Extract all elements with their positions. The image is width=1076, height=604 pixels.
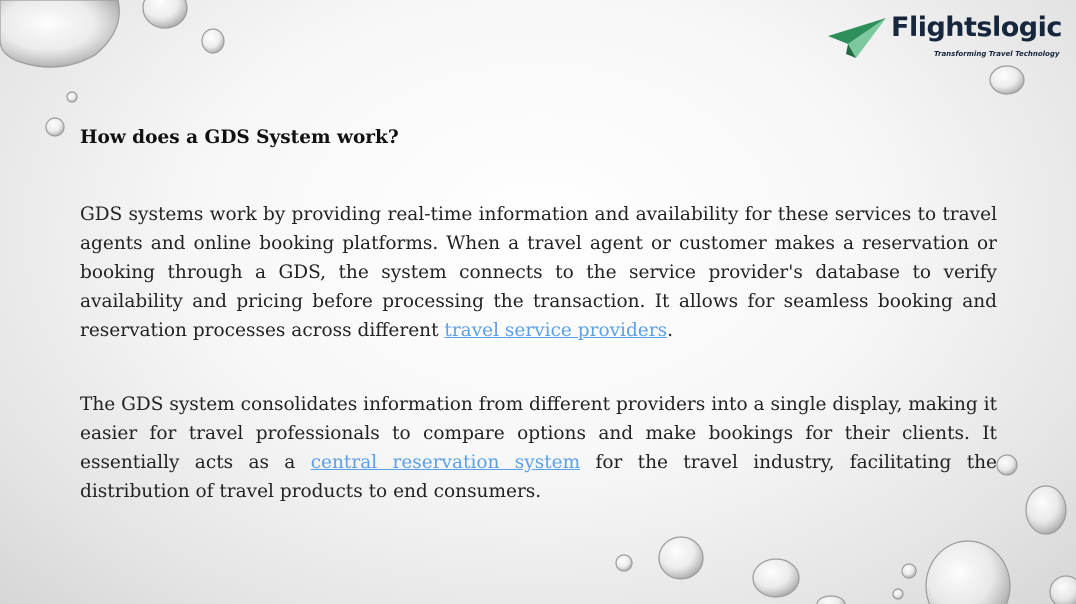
- drop-bottom-edge2: [817, 596, 845, 604]
- drop-bottom-mid: [753, 559, 799, 597]
- drop-right-text: [997, 455, 1017, 475]
- central-reservation-system-link[interactable]: central reservation system: [310, 452, 581, 473]
- paragraph-gds-consolidation: [80, 390, 997, 506]
- drop-bottom-right-large: [926, 541, 1010, 604]
- paper-plane-icon: [826, 14, 890, 60]
- drop-top-left-small: [202, 29, 224, 53]
- flightslogic-logo[interactable]: [826, 12, 1066, 62]
- logo-tagline: Transforming Travel Technology: [934, 50, 1060, 58]
- drop-top-left-large: [0, 0, 119, 67]
- drop-top-left-medium: [143, 0, 187, 28]
- drop-top-right: [990, 66, 1024, 94]
- paragraph1-text: GDS systems work by providing real-time information and availability for these services to travel agents and online booking platforms. When a travel agent or customer makes a reservation or booking through a GDS, the system connects to the service provider's database to verify availability and pricing before processing the transaction. It allows for seamless booking and reservation processes across different: [80, 204, 997, 341]
- paragraph2-text: The GDS system consolidates information from different providers into a single display, making it easier for travel professionals to compare options and make bookings for their clients. It essentially acts as a: [80, 394, 997, 473]
- drop-bottom-edge: [1050, 576, 1076, 604]
- logo-wordmark: Flightslogic: [891, 12, 1062, 43]
- slide-content: [80, 124, 997, 502]
- page-title: How does a GDS System work?: [80, 127, 399, 148]
- paragraph-gds-work: [80, 200, 997, 345]
- drop-top-left-tiny: [67, 92, 77, 102]
- drop-bottom-center: [659, 537, 703, 579]
- drop-left-edge: [46, 118, 64, 136]
- paragraph2-end: for the travel industry, facilitating the distribution of travel products to end consumers.: [80, 452, 997, 502]
- travel-service-providers-link[interactable]: travel service providers: [444, 320, 668, 341]
- drop-bottom-tiny: [902, 564, 916, 578]
- drop-bottom-small: [616, 555, 632, 571]
- drop-right-lower: [1026, 486, 1066, 534]
- paragraph1-end: .: [667, 320, 673, 341]
- drop-bottom-tiny2: [893, 589, 903, 599]
